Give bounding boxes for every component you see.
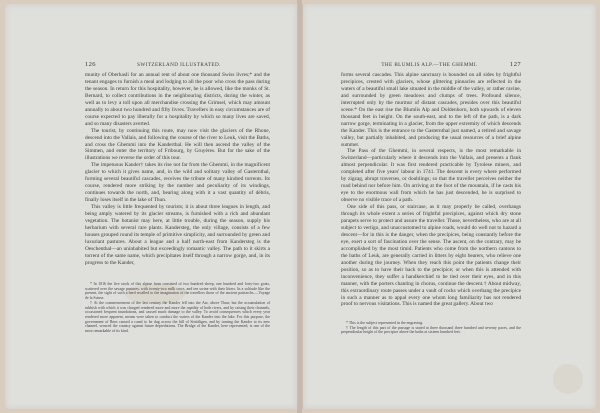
right-page (302, 4, 596, 409)
paragraph: One side of this pass, or staircase, as it may properly be called, overhangs through its whole extent a series of frightful precipices, against which dry stone parapets serve to protect and assure the traveller. Those, nevertheless, who are at all subject to vertigo, and unaccustomed to alpine roads, would do well not to hazard a descent—for in this is the danger, when the precipices, being constantly before the eye, exert a sort of fascination over the sense. The ascent, on the contrary, may be accomplished by the most timid. Patients who come from the northern cantons to the baths of Leuk, are generally carried in litters by eight bearers, who relieve one another during the journey. When they reach this point the patients change their position, so as to have their back to the precipice; or when this is attended with inconvenience, they suffer a handkerchief to be tied over their eyes, and in this manner, with the porters chanting in chorus, continue the descent.† About midway, this extraordinary route passes under a vault of rocks which overhang the precipice in such a manner as to appal every one whom long familiarity has not rendered proof to nervous visitations. This is named the great gallery. About two (341, 204, 521, 308)
paragraph: The Pass of the Ghemmi, in several respects, is the most remarkable in Switzerland—particularly where it descends into the Vallais, and presents a flank almost perpendicular. It was first rendered practicable by Tyrolese miners, and completed after five years' labour in 1741. The descent is every where performed by zigzag, abrupt traverses, or doublings; so that the traveller perceives neither the road behind nor before him. On arriving at the foot of the mountain, if he casts his eye to the enormous wall from which he has just descended, he is surprised to observe no visible trace of a path. (341, 148, 521, 204)
paper-stain (553, 364, 583, 394)
running-head: SWITZERLAND ILLUSTRATED. (137, 62, 221, 68)
footnote: † The length of this part of the passage is stated at three thousand three hundred and seventy paces, and the perpendicular height of the precipice above the baths at sixteen hundred feet. (341, 325, 521, 335)
footnote: † At the commencement of the last century the Kander fell into the Aar, above Thun; but the accumulation of rubbish with which it was charged rendered more and more the rapidity of both rivers, and by raising their channels, occasioned frequent inundations, and caused much damage to the valley. To avoid consequences which every year rendered more apparent, means were taken to conduct the waters of the Kander into the lake. For this purpose, the government of Bern caused a canal to be dug across the hill of Strättligen, and by turning the Kander to its new channel, secured the country against future depredations. The Bridge of the Kander, here represented, is one of the most remarkable of its kind. (85, 300, 270, 334)
footnote: * This is the subject represented in the engraving. (346, 321, 424, 325)
paragraph: munity of Oberhasli for an annual rent of about one thousand Swiss livres;* and the tenant engages to furnish a meal and lodging to all the poor who cross the pass during the season. In return for this hospitality, however, he is allowed, like the monks of St. Bernard, to collect contributions in the neighbouring districts, during the winter, as well as to levy a toll upon all merchandise crossing the Grimsel, which may amount annually to about two hundred and fifty livres. Travellers in easy circumstances are of course expected to pay liberally for a hospitality by which so many lives are saved, and so many disasters averted. (85, 72, 270, 127)
running-head: THE BLUMLIS ALP.—THE GHEMMI. (381, 62, 478, 68)
right-footnotes (341, 321, 521, 335)
left-body-text (85, 72, 270, 267)
left-page (5, 4, 298, 409)
paragraph: forms several cascades. This alpine sanctuary is bounded on all sides by frightful precipices, crested with glaciers, whose glittering pinnacles are reflected in the waters of a beautiful small lake situated in the middle of the valley, or rather ravine, and surrounded by green meadows and clumps of trees. Profound silence, interrupted only by the murmur of distant cascades, presides over this beautiful scene.* On the east rise the Blumlis Alp and Doldenhorn, both upwards of eleven thousand feet in height. On the south-east, and to the left of the path, is a dark narrow gorge, terminating in a glacier, from the upper extremity of which descends the Kander. This is the entrance to the Gasternthal just named, a retired and savage valley, but partially inhabited, and producing the usual resources of a brief alpine summer. (341, 72, 521, 148)
page-number: 126 (85, 61, 96, 68)
paragraph: The tourist, by continuing this route, may now visit the glaciers of the Rhone, descend into the Vallais, and following the course of the river to Leuk, visit the Baths, and cross the Ghemmi into the Kanderthal. He will then ascend the valley of the Simmen, and enter the territory of Fribourg, by Gruyères. But for the sake of the illustrations we reverse the order of this tour. (85, 127, 270, 162)
left-running-header (85, 61, 270, 68)
left-footnotes (85, 282, 270, 334)
page-number: 127 (510, 61, 521, 68)
right-running-header (341, 61, 521, 68)
right-body-text (341, 72, 521, 308)
paragraph: The impetuous Kander† takes its rise not far from the Ghemmi, in the magnificent glacier to which it gives name, and, in the wild and solitary valley of Gasternthal, forming several beautiful cascades, receives the tribute of many kindred torrents. Its course, rendered more striking by the number and peculiarity of its windings, continues towards the north, and, bearing along with it a vast quantity of débris, finally loses itself in the lake of Thun. (85, 162, 270, 204)
footnote: * In 1816 the live stock of this alpine farm consisted of two hundred sheep, one hundred and forty-two goats, scattered over the savage pastures, with twenty-two milk cows, and ten swine with their litters. In a solitude like the present, the sight of such a herd recalled to the imagination of the travellers those of the ancient patriarchs.—Voyage de la Suisse. (85, 282, 270, 301)
paragraph: This valley is little frequented by tourists; it is about three leagues in length, and being amply watered by its glacier streams, is furnished with a rich and abundant vegetation. The botanist may here, at little trouble, during the season, supply his herbarium with several rare plants. Kandersteg, the only village, consists of a few houses grouped round its temple of primitive simplicity, and surrounded by green and luxuriant pastures. About a league and a half north-east from Kandersteg is the Oeschenthal—an uninhabited but exceedingly romantic valley. The path to it skirts a torrent of the same name, which precipitates itself through a narrow gorge, and, in its progress to the Kander, (85, 204, 270, 266)
